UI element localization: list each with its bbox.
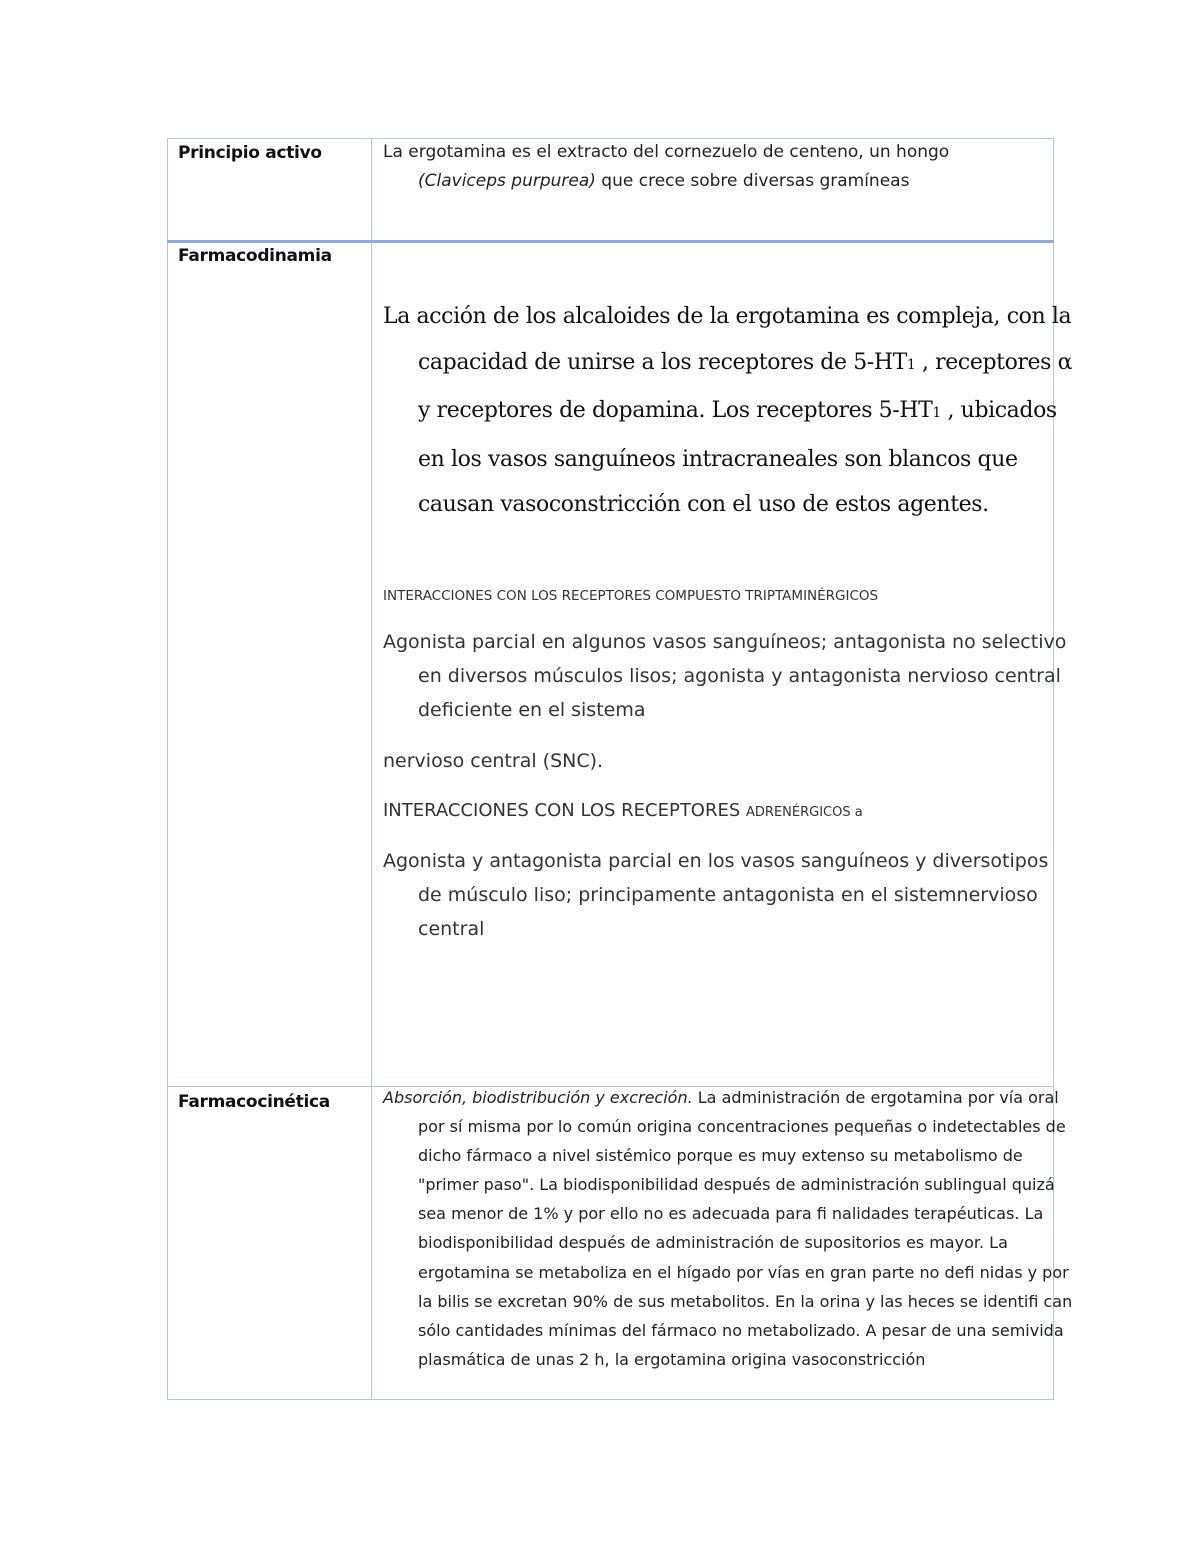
main-part2: , receptores α y receptores de dopamina. Los receptores 5-HT (418, 349, 1073, 423)
heading-adrenergicos-small: ADRENÉRGICOS a (746, 805, 863, 820)
agonista-paragraph-2: Agonista y antagonista parcial en los vasos sanguíneos y diversotipos de músculo liso; principamente antagonista en el sistemnervioso central (383, 850, 1049, 940)
label-principio-activo: Principio activo (178, 143, 322, 163)
row-divider-1 (167, 240, 1054, 243)
main-part3: , ubicados en los vasos sanguíneos intracraneales son blancos que causan vasoconstricción con el uso de estos agentes. (418, 398, 1057, 517)
heading-adrenergicos (383, 794, 863, 830)
principio-activo-text (383, 138, 1076, 196)
subscript-1: 1 (906, 356, 916, 373)
snc-paragraph: nervioso central (SNC). (383, 750, 604, 772)
heading-adrenergicos-main: INTERACCIONES CON LOS RECEPTORES (383, 800, 747, 821)
species-name: (Claviceps purpurea) (418, 171, 596, 191)
farmacocinetica-lead: Absorción, biodistribución y excreción. (383, 1088, 693, 1107)
label-farmacodinamia: Farmacodinamia (178, 246, 332, 266)
label-farmacocinetica: Farmacocinética (178, 1092, 330, 1112)
heading-triptaminergicos: INTERACCIONES CON LOS RECEPTORES COMPUESTO TRIPTAMINÉRGICOS (383, 588, 879, 604)
farmacocinetica-body: La administración de ergotamina por vía oral por sí misma por lo común origina concentraciones pequeñas o indetectables de dicho fármaco a nivel sistémico porque es muy extenso su metabolismo de "primer paso". La biodisponibilidad después de administración sublingual quizá sea menor de 1% y por ello no es adecuada para fi nalidades terapéuticas. La biodisponibilidad después de administración de supositorios es mayor. La ergotamina se metaboliza en el hígado por vías en gran parte no defi nidas y por la bilis se excretan 90% de sus metabolitos. En la orina y las heces se identifi can sólo cantidades mínimas del fármaco no metabolizado. A pesar de una semivida plasmática de unas 2 h, la ergotamina origina vasoconstricción (418, 1088, 1073, 1369)
principio-line2: que crece sobre diversas gramíneas (595, 171, 910, 191)
agonista-paragraph-1: Agonista parcial en algunos vasos sanguíneos; antagonista no selectivo en diversos músculos lisos; agonista y antagonista nervioso central deficiente en el sistema (383, 631, 1067, 721)
column-divider (371, 138, 372, 1400)
subscript-2: 1 (932, 405, 941, 421)
farmacocinetica-paragraph (383, 1083, 1076, 1374)
main-part1: La acción de los alcaloides de la ergotamina es compleja, con la capacidad de unirse a los receptores de 5-HT (383, 304, 1072, 375)
principio-line1: La ergotamina es el extracto del cornezuelo de centeno, un hongo (383, 142, 950, 162)
farmacodinamia-main-paragraph (383, 294, 1076, 528)
